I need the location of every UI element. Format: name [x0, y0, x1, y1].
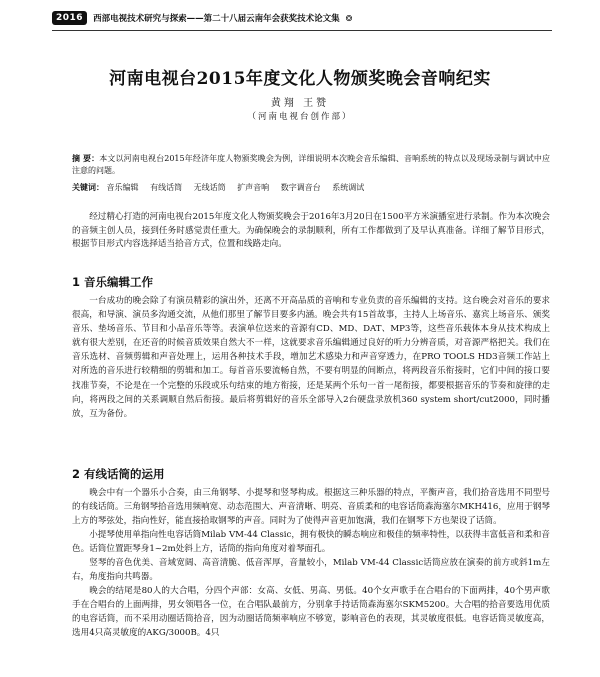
article-title: 河南电视台2015年度文化人物颁奖晚会音响纪实 [109, 69, 491, 89]
header-ornament-icon: ❂ [345, 13, 353, 23]
keyword: 数字调音台 [280, 183, 321, 192]
keyword: 系统调试 [332, 183, 365, 192]
keywords-label: 关键词： [72, 182, 104, 192]
section-1-heading: 1 音乐编辑工作 [72, 275, 154, 289]
running-title: 西部电视技术研究与探索——第二十八届云南年会获奖技术论文集 [93, 14, 340, 24]
abstract-text: 本文以河南电视台2015年经济年度人物颁奖晚会为例，详细说明本次晚会音乐编辑、音响系统的特点以及现场录制与调试中应注意的问题。 [72, 154, 550, 175]
section-2-heading: 2 有线话筒的运用 [72, 467, 165, 481]
year-badge: 2016 [52, 11, 87, 25]
paragraph: 晚会的结尾是80人的大合唱，分四个声部：女高、女低、男高、男低。40个女声歌手在合唱台的下面两排，40个男声歌手在合唱台的上面两排，男女领唱各一位，在合唱队最前方，分别拿手持话筒森海塞尔SKM5200。大合唱的拾音要选用优质的电容话筒，而不采用动圈话筒拾音，因为动圈话筒频率响应不够宽，影响音色的表现，其灵敏度很低。电容话筒灵敏度高，选用4只高灵敏度的AKG/3000B。4只 [72, 586, 550, 638]
abstract-label: 摘 要： [72, 153, 100, 163]
section-1-body: 一台成功的晚会除了有演员精彩的演出外，还离不开高品质的音响和专业负责的音乐编辑的支持。这台晚会对音乐的要求很高，和导演、演员多沟通交流，从他们那里了解节目要多内涵。晚会共有15首故事，主持人上场音乐、嘉宾上场音乐、颁奖音乐、垫场音乐、节目和小品音乐等等。表演单位送来的音源有CD、MD、DAT、MP3等，这些音乐载体本身从技术构成上就有很大差别，在还音的时候音质效果自然大不一样，这就要求音乐编辑通过良好的听力分辨音质，对音源严格把关。我们在音乐选材、音频剪辑和声音处理上，运用各种技术手段，增加艺术感染力和声音穿透力，在PRO TOOLS HD3音频工作站上对所选的音乐进行较精细的剪辑和加工。每首音乐要流畅自然，不要有明显的间断点，将两段音乐衔接时，它们中间的接口要找准节奏，不论是在一个完整的乐段或乐句结束的地方衔接，还是某两个乐句一首一尾衔接，都要根据音乐的节奏和旋律的走向，将两段之间的关系调顺自然后衔接。最后将剪辑好的音乐全部导入2台硬盘录放机360 system short/cut2000，同时播放，互为备份。 [72, 296, 550, 419]
affiliation: （河南电视台创作部） [247, 112, 353, 122]
keyword: 无线话筒 [193, 183, 226, 192]
keyword: 有线话筒 [150, 183, 183, 192]
intro-paragraph: 经过精心打造的河南电视台2015年度文化人物颁奖晚会于2016年3月20日在1500平方米演播室进行录制。作为本次晚会的音频主创人员，接到任务时感觉责任重大。为确保晚会的录制顺利，所有工作都做到了及早认真准备。详细了解节目形式，根据节目形式内容选择适当拾音方式，位置和线路走向。 [72, 212, 550, 249]
authors: 黄翔 王赞 [270, 98, 330, 109]
header-divider [52, 30, 552, 31]
abstract [72, 152, 550, 177]
paragraph: 晚会中有一个器乐小合奏，由三角钢琴、小提琴和竖琴构成。根据这三种乐器的特点，平衡声音，我们拾音选用不同型号的有线话筒。三角钢琴拾音选用频响宽、动态范围大、声音清晰、明亮、音质柔和的电容话筒森海塞尔MKH416，应用于钢琴上方的琴弦处，指向性好，能直接拾取钢琴的声音。同时为了使得声音更加饱满，我们在钢琴下方也架设了话筒。 [72, 488, 550, 526]
keyword: 扩声音响 [237, 183, 270, 192]
keyword: 音乐编辑 [106, 183, 139, 192]
section-2-body [72, 486, 550, 640]
keywords [72, 181, 550, 194]
running-header [52, 8, 552, 28]
paragraph: 竖琴的音色优美、音域宽阔、高音清脆、低音浑厚，音量较小，Milab VM-44 Classic话筒应放在演奏的前方或斜1m左右，角度指向共鸣器。 [72, 558, 550, 582]
paragraph: 小提琴使用单指向性电容话筒Milab VM-44 Classic，拥有极快的瞬态响应和极佳的频率特性，以获得丰富低音和柔和音色。话筒位置距琴身1~2m处斜上方，话筒的指向角度对着琴面孔。 [72, 530, 550, 554]
